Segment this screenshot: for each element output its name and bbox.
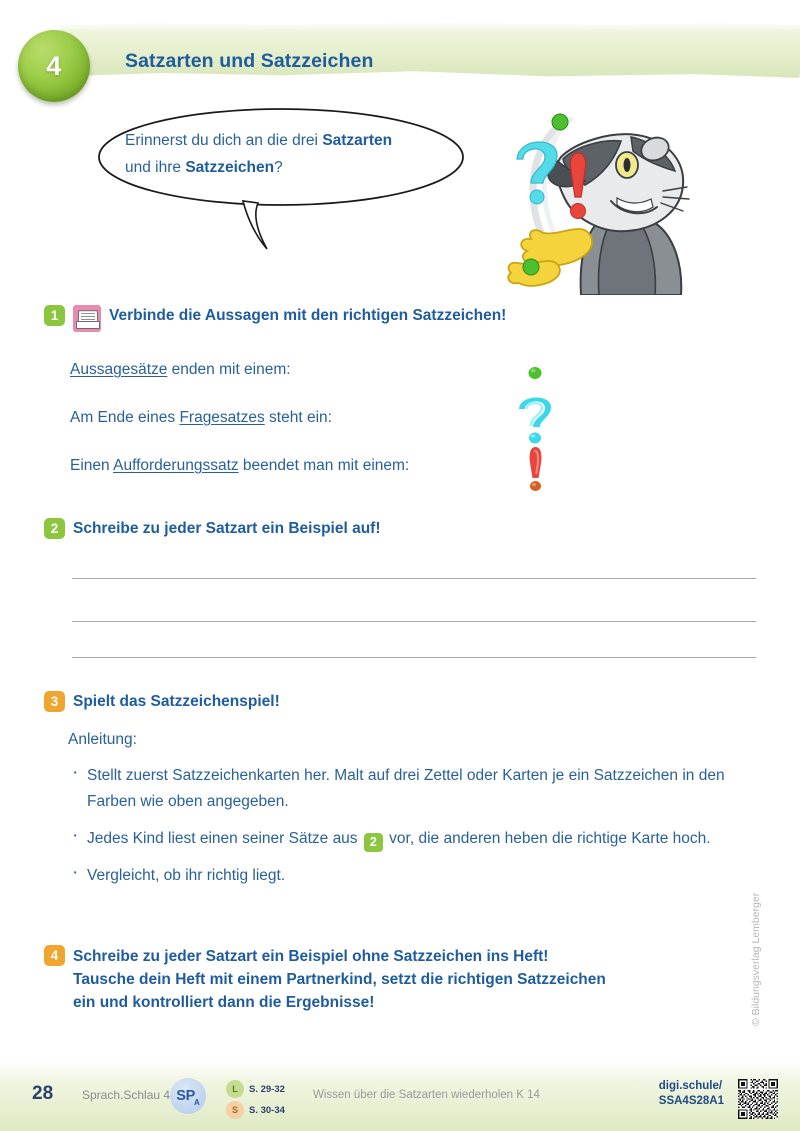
exclamation-mark-icon[interactable] — [524, 445, 548, 498]
reference-row-l — [226, 1080, 285, 1098]
row1-underlined: Aussagesätze — [70, 361, 168, 378]
list-item — [68, 763, 758, 815]
row2-post: steht ein: — [264, 409, 332, 426]
page-header — [0, 18, 800, 84]
laptop-icon — [73, 305, 101, 332]
bullet-3-text: Vergleicht, ob ihr richtig liegt. — [87, 867, 286, 884]
reference-letter-s: S — [226, 1101, 244, 1119]
exercise-3-bullet-list — [68, 763, 758, 900]
sp-badge-label: SP — [176, 1088, 195, 1104]
exercise-3-header — [44, 691, 280, 712]
exercise-2-title: Schreibe zu jeder Satzart ein Beispiel auf! — [73, 520, 381, 537]
page-title: Satzarten und Satzzeichen — [125, 50, 374, 72]
copyright-notice: © Bildungsverlag Lemberger — [750, 892, 762, 1026]
exercise-2-write-line-2[interactable] — [72, 621, 756, 622]
row3-pre: Einen — [70, 457, 114, 474]
list-item — [68, 863, 758, 889]
exercise-3-subheading: Anleitung: — [68, 731, 137, 748]
bubble-line2-plain: und ihre — [125, 159, 186, 176]
period-mark-icon[interactable] — [524, 362, 546, 389]
exercise-4-header — [44, 945, 606, 1014]
page-number: 28 — [32, 1083, 54, 1104]
exercise-1-title: Verbinde die Aussagen mit den richtigen Satzzeichen! — [109, 307, 507, 324]
digi-schule-link[interactable] — [659, 1079, 724, 1109]
laptop-base — [76, 321, 100, 329]
exercise-2-header — [44, 518, 381, 539]
exercise-4-title — [73, 945, 606, 1014]
sp-badge — [170, 1078, 206, 1114]
bubble-line1-bold: Satzarten — [322, 132, 393, 149]
row3-underlined: Aufforderungssatz — [113, 457, 239, 474]
sp-badge-sub: A — [193, 1098, 200, 1107]
speech-bubble-text — [125, 127, 455, 181]
reference-row-s — [226, 1101, 285, 1119]
exercise-2-number-badge: 2 — [44, 518, 65, 539]
reference-letter-l: L — [226, 1080, 244, 1098]
bubble-line1-plain: Erinnerst du dich an die drei — [125, 132, 323, 149]
row2-pre: Am Ende eines — [70, 409, 180, 426]
inline-exercise-reference-badge: 2 — [364, 833, 383, 852]
chapter-number: 4 — [46, 50, 62, 81]
reference-pages-s: S. 30-34 — [249, 1104, 285, 1116]
exercise-1-row-2 — [70, 407, 332, 429]
list-item — [68, 826, 758, 852]
digi-line1: digi.schule/ — [658, 1080, 723, 1092]
bubble-line2-end: ? — [274, 159, 283, 176]
badger-juggling-icon — [505, 105, 700, 295]
exercise-4-number-badge: 4 — [44, 945, 65, 966]
exercise-2-write-line-1[interactable] — [72, 578, 756, 579]
exercise-1-row-3 — [70, 455, 409, 477]
exercise-3-number-badge: 3 — [44, 691, 65, 712]
reference-pages-l: S. 29-32 — [249, 1083, 285, 1095]
exercise-1-number-badge: 1 — [44, 305, 65, 326]
exercise-2-write-line-3[interactable] — [72, 657, 756, 658]
row1-post: enden mit einem: — [167, 361, 291, 378]
footer-topic: Wissen über die Satzarten wiederholen K 14 — [313, 1089, 540, 1101]
exercise-1-row-1 — [70, 359, 291, 381]
digi-line2: SSA4S28A1 — [658, 1095, 724, 1107]
speech-bubble — [95, 105, 495, 260]
row3-post: beendet man mit einem: — [238, 457, 410, 474]
exercise-4-title-line3: ein und kontrolliert dann die Ergebnisse! — [73, 994, 375, 1011]
qr-code[interactable] — [738, 1079, 778, 1119]
exercise-4-title-line2: Tausche dein Heft mit einem Partnerkind, setzt die richtigen Satzzeichen — [73, 971, 606, 988]
bubble-line2-bold: Satzzeichen — [185, 159, 275, 176]
chapter-number-circle — [18, 30, 90, 102]
bullet-2-text-before: Jedes Kind liest einen seiner Sätze aus — [87, 830, 362, 847]
bullet-1-text: Stellt zuerst Satzzeichenkarten her. Malt auf drei Zettel oder Karten je ein Satzzeichen in den Farben wie oben angegeben. — [87, 767, 725, 810]
bullet-2-text-after: vor, die anderen heben die richtige Karte hoch. — [384, 830, 711, 847]
row2-underlined: Fragesatzes — [179, 409, 265, 426]
exercise-1-header — [44, 305, 506, 332]
exercise-4-title-line1: Schreibe zu jeder Satzart ein Beispiel ohne Satzzeichen ins Heft! — [73, 948, 549, 965]
book-title: Sprach.Schlau 4 — [82, 1088, 171, 1102]
exercise-3-title: Spielt das Satzzeichenspiel! — [73, 693, 280, 710]
page-footer — [0, 1061, 800, 1131]
question-mark-icon[interactable] — [518, 394, 552, 451]
